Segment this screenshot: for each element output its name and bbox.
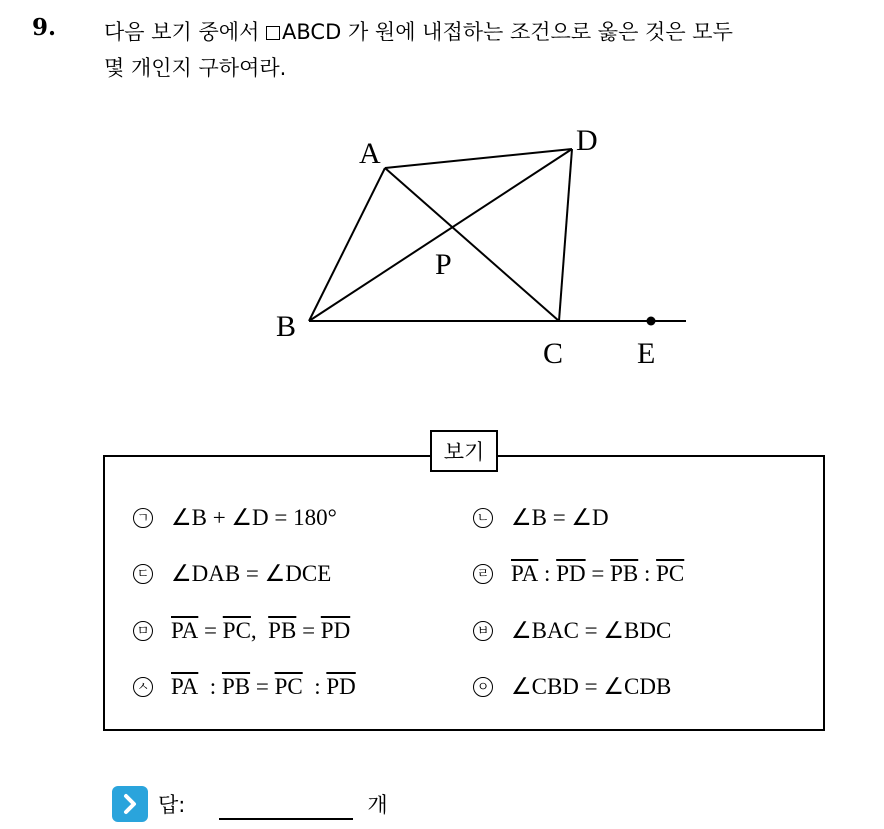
- equals-sign: =: [250, 674, 275, 699]
- item-marker: ㅅ: [133, 677, 153, 697]
- label-P: P: [435, 248, 452, 281]
- bogi-item-8: [473, 674, 671, 700]
- label-E: E: [637, 337, 656, 370]
- segment-label: $\overline{PC}$: [222, 618, 251, 643]
- point-E-dot: [647, 317, 656, 326]
- item-marker: ㄷ: [133, 564, 153, 584]
- item-marker: ㅂ: [473, 621, 493, 641]
- segment-label: $\overline{PC}$: [274, 674, 303, 699]
- item-text: ∠B = ∠D: [511, 505, 609, 530]
- segment-label: $\overline{PD}$: [320, 618, 351, 643]
- segment-label: $\overline{PA}$: [511, 561, 539, 586]
- answer-blank[interactable]: [219, 788, 353, 820]
- item-marker: ㄴ: [473, 508, 493, 528]
- item-text: ∠B + ∠D = 180°: [171, 505, 337, 530]
- item-marker: ㅇ: [473, 677, 493, 697]
- answer-label: 답:: [158, 793, 186, 817]
- label-A: A: [359, 137, 381, 170]
- item-text: ∠BAC = ∠BDC: [511, 618, 672, 643]
- segment-label: $\overline{PA}$: [171, 618, 199, 643]
- ratio-separator: :: [198, 674, 222, 699]
- ratio-separator: :: [638, 561, 657, 586]
- item-marker: ㅁ: [133, 621, 153, 641]
- comma-separator: ,: [250, 618, 269, 643]
- ratio-separator: :: [302, 674, 327, 699]
- label-B: B: [276, 310, 297, 343]
- segment-AD: [385, 149, 572, 168]
- question-line-1-start: 다음 보기 중에서: [104, 20, 267, 44]
- item-text: ∠CBD = ∠CDB: [511, 674, 672, 699]
- segment-label: $\overline{PA}$: [171, 674, 199, 699]
- item-marker: ㄱ: [133, 508, 153, 528]
- segment-label: $\overline{PC}$: [656, 561, 685, 586]
- segment-label: $\overline{PB}$: [268, 618, 297, 643]
- bogi-item-1: [133, 505, 337, 531]
- bogi-item-5: [133, 618, 350, 644]
- bogi-item-3: [133, 561, 331, 587]
- label-C: C: [543, 337, 564, 370]
- answer-row: [112, 784, 388, 824]
- segment-AB: [309, 168, 385, 321]
- answer-unit: 개: [367, 793, 388, 817]
- ratio-separator: :: [538, 561, 557, 586]
- bogi-title: 보기: [430, 430, 498, 472]
- label-D: D: [576, 124, 598, 157]
- question-number: 9.: [32, 14, 57, 41]
- segment-label: $\overline{PB}$: [221, 674, 251, 699]
- arrow-right-icon: [112, 786, 148, 822]
- question-line-1-end: ABCD 가 원에 내접하는 조건으로 옳은 것은 모두: [282, 20, 733, 44]
- bogi-item-2: [473, 505, 609, 531]
- bogi-item-4: [473, 561, 684, 587]
- segment-label: $\overline{PB}$: [610, 561, 639, 586]
- bogi-item-7: [133, 674, 356, 700]
- equals-sign: =: [296, 618, 321, 643]
- equals-sign: =: [585, 561, 611, 586]
- segment-label: $\overline{PD}$: [326, 674, 356, 699]
- equals-sign: =: [198, 618, 223, 643]
- item-text: ∠DAB = ∠DCE: [171, 561, 332, 586]
- question-line-2: 몇 개인지 구하여라.: [104, 56, 287, 80]
- segment-DC: [559, 149, 572, 321]
- bogi-item-6: [473, 618, 671, 644]
- diagonal-AC: [385, 168, 559, 321]
- segment-label: $\overline{PD}$: [556, 561, 586, 586]
- diagonal-BD: [309, 149, 572, 321]
- item-marker: ㄹ: [473, 564, 493, 584]
